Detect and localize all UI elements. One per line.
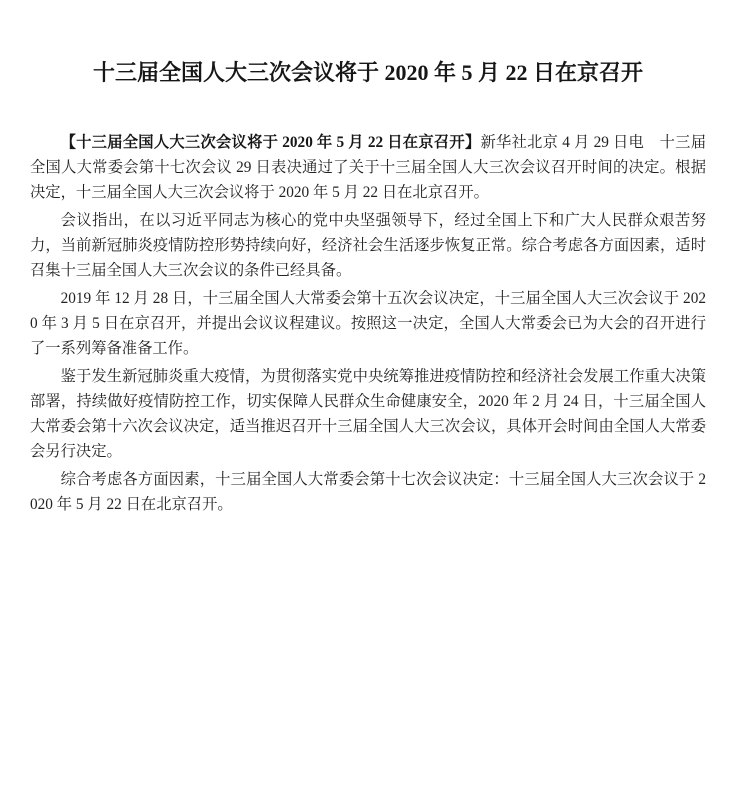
paragraph-meeting-statement (30, 208, 706, 283)
paragraph-final-decision-text: 综合考虑各方面因素，十三届全国人大常委会第十七次会议决定：十三届全国人大三次会议于 2020 年 5 月 22 日在北京召开。 (30, 471, 706, 513)
paragraph-meeting-statement-text: 会议指出，在以习近平同志为核心的党中央坚强领导下，经过全国上下和广大人民群众艰苦努力，当前新冠肺炎疫情防控形势持续向好，经济社会生活逐步恢复正常。综合考虑各方面因素，适时召集十三届全国人大三次会议的条件已经具备。 (30, 212, 706, 279)
paragraph-lede-text: 新华社北京 4 月 29 日电 十三届全国人大常委会第十七次会议 29 日表决通过了关于十三届全国人大三次会议召开时间的决定。根据决定，十三届全国人大三次会议将于 2020 年 5 月 22 日在北京召开。 (30, 134, 706, 201)
paragraph-lede-bold-header: 【十三届全国人大三次会议将于 2020 年 5 月 22 日在京召开】 (60, 134, 481, 151)
article-body (30, 130, 706, 517)
paragraph-lede (30, 130, 706, 205)
article-title: 十三届全国人大三次会议将于 2020 年 5 月 22 日在京召开 (92, 60, 643, 85)
paragraph-final-decision (30, 467, 706, 517)
paragraph-postponement-text: 鉴于发生新冠肺炎重大疫情，为贯彻落实党中央统筹推进疫情防控和经济社会发展工作重大决策部署，持续做好疫情防控工作，切实保障人民群众生命健康安全，2020 年 2 月 24 日，十三届全国人大常委会第十六次会议决定，适当推迟召开十三届全国人大三次会议，具体开会时间由全国人大常委会另行决定。 (30, 368, 706, 460)
paragraph-postponement (30, 364, 706, 464)
paragraph-earlier-decision-text: 2019 年 12 月 28 日，十三届全国人大常委会第十五次会议决定，十三届全国人大三次会议于 2020 年 3 月 5 日在京召开，并提出会议议程建议。按照这一决定，全国人大常委会已为大会的召开进行了一系列筹备准备工作。 (30, 290, 706, 357)
paragraph-earlier-decision (30, 286, 706, 361)
